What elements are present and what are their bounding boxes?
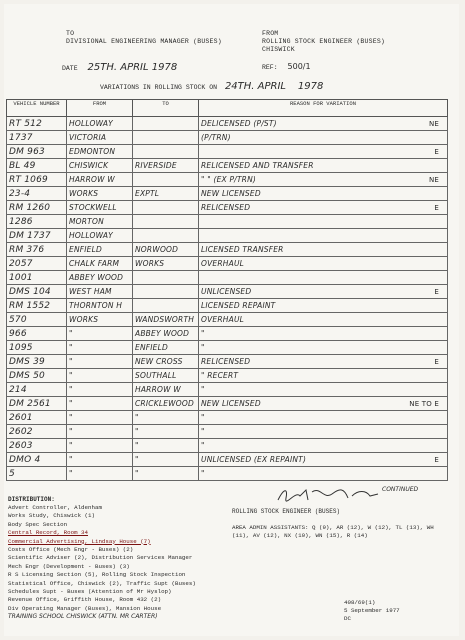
from-cell: VICTORIA xyxy=(67,131,133,145)
reason-code: E xyxy=(434,455,439,464)
reason-code: E xyxy=(434,147,439,156)
from-cell: CHISWICK xyxy=(67,159,133,173)
vehicle-number: DMO 4 xyxy=(7,453,67,467)
distribution-title: DISTRIBUTION: xyxy=(8,496,55,503)
vehicle-number: DMS 39 xyxy=(7,355,67,369)
table-row xyxy=(7,173,448,187)
header-reason: REASON FOR VARIATION xyxy=(199,100,448,117)
table-row xyxy=(7,467,448,481)
reason-text: " " (EX P/TRN) xyxy=(201,175,257,184)
reason-text: NEW LICENSED xyxy=(201,399,261,408)
reason-cell xyxy=(199,159,448,173)
table-row xyxy=(7,285,448,299)
distribution-item: Statistical Office, Chiswick (2), Traffic Supt (Buses) xyxy=(8,579,196,587)
from-cell: WORKS xyxy=(67,187,133,201)
to-cell xyxy=(133,215,199,229)
to-cell xyxy=(133,299,199,313)
to-cell: HARROW W xyxy=(133,383,199,397)
to-cell: " xyxy=(133,467,199,481)
vehicle-number: 2602 xyxy=(7,425,67,439)
to-cell: SOUTHALL xyxy=(133,369,199,383)
distribution-item: Scientific Adviser (2), Distribution Services Manager xyxy=(8,554,193,562)
from-cell: " xyxy=(67,411,133,425)
vehicle-number: 966 xyxy=(7,327,67,341)
vehicle-number: DMS 50 xyxy=(7,369,67,383)
reason-cell xyxy=(199,173,448,187)
reason-cell xyxy=(199,243,448,257)
from-cell: " xyxy=(67,341,133,355)
to-cell xyxy=(133,173,199,187)
distribution-item: Commercial Advertising, Lindsay House (7) xyxy=(8,537,151,545)
table-row xyxy=(7,201,448,215)
from-cell: ABBEY WOOD xyxy=(67,271,133,285)
distribution-item: R S Licensing Section (5), Rolling Stock Inspection xyxy=(8,571,186,579)
handwritten-signature xyxy=(274,484,384,506)
reason-text: UNLICENSED xyxy=(201,287,252,296)
to-cell xyxy=(133,145,199,159)
reason-text: UNLICENSED (EX REPAINT) xyxy=(201,455,307,464)
variations-date: 24TH. APRIL xyxy=(224,81,286,92)
reason-text: LICENSED TRANSFER xyxy=(201,245,284,254)
reason-code: E xyxy=(434,287,439,296)
reason-text: (P/TRN) xyxy=(201,133,231,142)
reason-cell xyxy=(199,425,448,439)
table-row xyxy=(7,369,448,383)
reason-cell xyxy=(199,215,448,229)
from-cell: HOLLOWAY xyxy=(67,229,133,243)
to-cell: " xyxy=(133,439,199,453)
from-cell: " xyxy=(67,383,133,397)
table-row xyxy=(7,313,448,327)
to-value: DIVISIONAL ENGINEERING MANAGER (BUSES) xyxy=(66,38,222,45)
footer-reference xyxy=(344,599,400,623)
reason-cell xyxy=(199,313,448,327)
date-label: DATE xyxy=(62,65,78,72)
to-label: TO xyxy=(66,30,75,37)
footer-code: DC xyxy=(344,615,351,622)
table-row xyxy=(7,145,448,159)
ref-line xyxy=(262,62,311,71)
vehicle-number: 1001 xyxy=(7,271,67,285)
from-cell: " xyxy=(67,397,133,411)
vehicle-number: 5 xyxy=(7,467,67,481)
reason-cell xyxy=(199,383,448,397)
table-row xyxy=(7,299,448,313)
reason-cell xyxy=(199,453,448,467)
footer-form: 408/69(1) xyxy=(344,599,376,606)
table-row xyxy=(7,131,448,145)
vehicle-number: 23-4 xyxy=(7,187,67,201)
to-cell: NEW CROSS xyxy=(133,355,199,369)
reason-cell xyxy=(199,397,448,411)
reason-text: OVERHAUL xyxy=(201,259,245,268)
from-cell: WEST HAM xyxy=(67,285,133,299)
vehicle-number: RM 376 xyxy=(7,243,67,257)
table-row xyxy=(7,425,448,439)
to-cell xyxy=(133,271,199,285)
table-row xyxy=(7,411,448,425)
table-row xyxy=(7,257,448,271)
vehicle-number: 2601 xyxy=(7,411,67,425)
from-cell: " xyxy=(67,355,133,369)
from-cell: " xyxy=(67,439,133,453)
distribution-list xyxy=(8,504,196,622)
from-location: CHISWICK xyxy=(262,46,295,53)
to-cell xyxy=(133,229,199,243)
rolling-stock-table xyxy=(6,99,448,481)
table-row xyxy=(7,229,448,243)
table-row xyxy=(7,383,448,397)
to-cell: EXPTL xyxy=(133,187,199,201)
reason-cell xyxy=(199,355,448,369)
table-row xyxy=(7,341,448,355)
table-header-row xyxy=(7,100,448,117)
reason-code: NE TO E xyxy=(409,399,439,408)
from-cell: ENFIELD xyxy=(67,243,133,257)
table-row xyxy=(7,159,448,173)
date-line xyxy=(62,62,177,73)
to-cell xyxy=(133,285,199,299)
vehicle-number: RT 512 xyxy=(7,117,67,131)
vehicle-number: DM 2561 xyxy=(7,397,67,411)
to-cell: " xyxy=(133,453,199,467)
from-cell: MORTON xyxy=(67,215,133,229)
reason-text: " xyxy=(201,329,205,338)
distribution-item: Works Study, Chiswick (1) xyxy=(8,512,95,520)
reason-text: " xyxy=(201,469,205,478)
table-row xyxy=(7,243,448,257)
reason-code: NE xyxy=(428,175,439,184)
vehicle-number: 1095 xyxy=(7,341,67,355)
ref-label: REF: xyxy=(262,64,278,71)
reason-text: " xyxy=(201,385,205,394)
distribution-item: Div Operating Manager (Buses), Mansion House xyxy=(8,604,162,612)
from-cell: " xyxy=(67,425,133,439)
table-row xyxy=(7,327,448,341)
reason-cell xyxy=(199,117,448,131)
reason-cell xyxy=(199,201,448,215)
from-cell: THORNTON H xyxy=(67,299,133,313)
table-row xyxy=(7,397,448,411)
reason-cell xyxy=(199,257,448,271)
vehicle-number: 1737 xyxy=(7,131,67,145)
reason-text: " xyxy=(201,427,205,436)
area-admin-assistants: AREA ADMIN ASSISTANTS: Q (9), AR (12), W (12), TL (13), WH (11), AV (12), NX (10), WN (15), R (14) xyxy=(232,524,434,539)
header-to: TO xyxy=(133,100,199,117)
from-value: ROLLING STOCK ENGINEER (BUSES) xyxy=(262,38,386,45)
reason-cell xyxy=(199,467,448,481)
reason-text: LICENSED REPAINT xyxy=(201,301,276,310)
to-cell: ENFIELD xyxy=(133,341,199,355)
vehicle-number: 214 xyxy=(7,383,67,397)
from-cell: WORKS xyxy=(67,313,133,327)
vehicle-number: DM 1737 xyxy=(7,229,67,243)
reason-cell xyxy=(199,229,448,243)
to-cell xyxy=(133,201,199,215)
distribution-item: Mech Engr (Development - Buses) (3) xyxy=(8,562,130,570)
from-block xyxy=(262,30,385,54)
reason-text: " xyxy=(201,413,205,422)
reason-text: OVERHAUL xyxy=(201,315,245,324)
distribution-item: Advert Controller, Aldenham xyxy=(8,504,102,511)
to-cell: NORWOOD xyxy=(133,243,199,257)
variations-prefix: VARIATIONS IN ROLLING STOCK ON xyxy=(100,84,218,91)
reason-text: NEW LICENSED xyxy=(201,189,261,198)
footer-date: 5 September 1977 xyxy=(344,607,400,614)
table-body xyxy=(7,117,448,481)
header-vehicle: VEHICLE NUMBER xyxy=(7,100,67,117)
vehicle-number: DM 963 xyxy=(7,145,67,159)
to-cell: WANDSWORTH xyxy=(133,313,199,327)
to-cell: ABBEY WOOD xyxy=(133,327,199,341)
ref-value: 500/1 xyxy=(287,62,311,71)
from-cell: " xyxy=(67,453,133,467)
to-cell xyxy=(133,117,199,131)
table-row xyxy=(7,355,448,369)
vehicle-number: DMS 104 xyxy=(7,285,67,299)
reason-text: " xyxy=(201,441,205,450)
table-row xyxy=(7,453,448,467)
reason-text: " xyxy=(201,343,205,352)
reason-cell xyxy=(199,145,448,159)
distribution-item: Body Spec Section xyxy=(8,520,68,528)
distribution-item: Central Record, Room 34 xyxy=(8,529,89,537)
from-cell: " xyxy=(67,467,133,481)
date-value: 25TH. APRIL 1978 xyxy=(87,62,178,73)
signatory-title: ROLLING STOCK ENGINEER (BUSES) xyxy=(232,508,341,515)
to-cell xyxy=(133,131,199,145)
distribution-item: Revenue Office, Griffith House, Room 432 (2) xyxy=(8,596,162,604)
table-row xyxy=(7,215,448,229)
vehicle-number: RM 1552 xyxy=(7,299,67,313)
from-cell: EDMONTON xyxy=(67,145,133,159)
reason-cell xyxy=(199,299,448,313)
from-label: FROM xyxy=(262,30,279,37)
vehicle-number: 2603 xyxy=(7,439,67,453)
distribution-item: Costs Office (Mech Engr - Buses) (2) xyxy=(8,546,134,554)
from-cell: STOCKWELL xyxy=(67,201,133,215)
reason-text: RELICENSED xyxy=(201,203,251,212)
reason-cell xyxy=(199,341,448,355)
table-row xyxy=(7,271,448,285)
reason-text: RELICENSED AND TRANSFER xyxy=(201,161,314,170)
distribution-item: TRAINING SCHOOL CHISWICK (ATTN. MR CARTER) xyxy=(8,613,158,621)
vehicle-number: 1286 xyxy=(7,215,67,229)
variations-year: 1978 xyxy=(297,81,324,92)
from-cell: " xyxy=(67,327,133,341)
reason-cell xyxy=(199,131,448,145)
reason-cell xyxy=(199,271,448,285)
distribution-item: Schedules Supt - Buses (Attention of Mr Hyslop) xyxy=(8,588,172,596)
memo-page xyxy=(4,4,459,636)
vehicle-number: BL 49 xyxy=(7,159,67,173)
to-cell: CRICKLEWOOD xyxy=(133,397,199,411)
continued-note: CONTINUED xyxy=(382,486,419,493)
to-block xyxy=(66,30,222,46)
reason-cell xyxy=(199,411,448,425)
vehicle-number: RT 1069 xyxy=(7,173,67,187)
from-cell: HOLLOWAY xyxy=(67,117,133,131)
reason-cell xyxy=(199,285,448,299)
reason-text: " RECERT xyxy=(201,371,239,380)
vehicle-number: RM 1260 xyxy=(7,201,67,215)
reason-code: NE xyxy=(428,119,439,128)
table-row xyxy=(7,117,448,131)
from-cell: HARROW W xyxy=(67,173,133,187)
reason-cell xyxy=(199,369,448,383)
reason-text: DELICENSED (P/ST) xyxy=(201,119,277,128)
reason-code: E xyxy=(434,203,439,212)
table-row xyxy=(7,439,448,453)
from-cell: CHALK FARM xyxy=(67,257,133,271)
vehicle-number: 2057 xyxy=(7,257,67,271)
table-row xyxy=(7,187,448,201)
reason-cell xyxy=(199,187,448,201)
header-from: FROM xyxy=(67,100,133,117)
vehicle-number: 570 xyxy=(7,313,67,327)
from-cell: " xyxy=(67,369,133,383)
to-cell: WORKS xyxy=(133,257,199,271)
reason-cell xyxy=(199,327,448,341)
to-cell: RIVERSIDE xyxy=(133,159,199,173)
reason-code: E xyxy=(434,357,439,366)
reason-text: RELICENSED xyxy=(201,357,251,366)
to-cell: " xyxy=(133,411,199,425)
to-cell: " xyxy=(133,425,199,439)
variations-heading xyxy=(100,81,327,92)
reason-cell xyxy=(199,439,448,453)
